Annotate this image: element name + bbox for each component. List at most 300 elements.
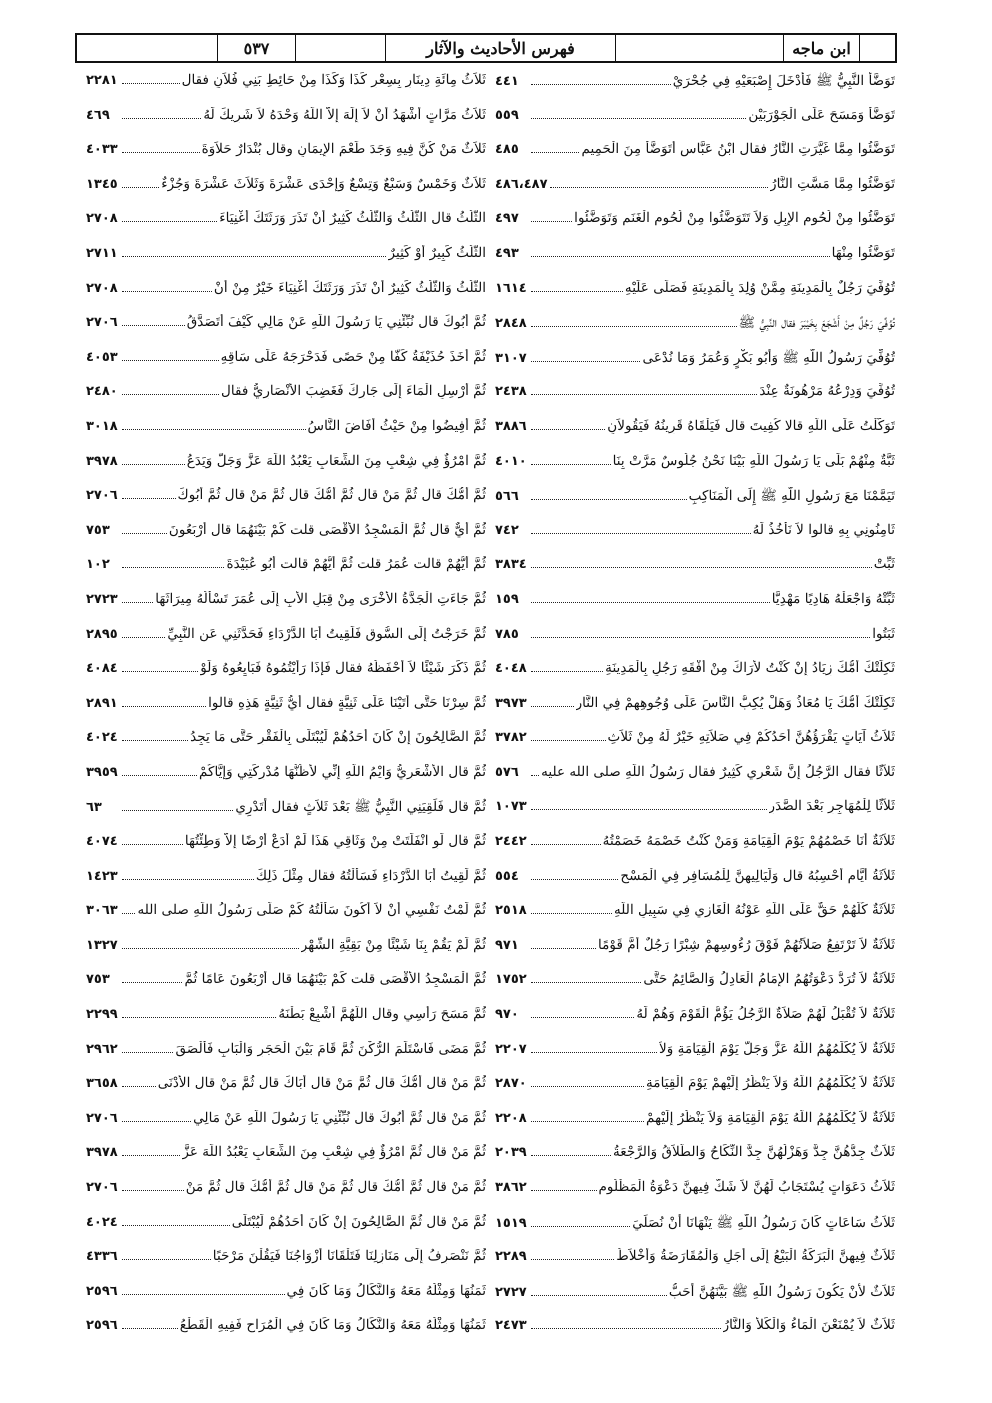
- entry-reference-number: ٢٢٠٧: [495, 1041, 527, 1057]
- entry-reference-number: ٢٨٩١: [86, 695, 118, 711]
- entry-text: ثُمَّ أَخَذَ حُذَيْفَةُ كَفًّا مِنْ حَصًى فَدَحْرَجَهُ عَلَى سَاقِهِ: [220, 348, 486, 365]
- index-entry: [86, 1041, 486, 1076]
- entry-reference-number: ٢٠٣٩: [495, 1145, 527, 1161]
- dot-leader: [122, 118, 201, 119]
- entry-reference-number: ٢٧٠٦: [86, 315, 118, 331]
- index-entry: [495, 764, 895, 799]
- index-entry: [495, 522, 895, 557]
- dot-leader: [531, 602, 770, 603]
- entry-reference-number: ٣٠١٨: [86, 418, 118, 434]
- index-entry: [86, 1110, 486, 1145]
- entry-reference-number: ٢٩٦٢: [86, 1041, 118, 1057]
- dot-leader: [531, 326, 737, 327]
- entry-reference-number: ١٧٥٢: [495, 972, 527, 988]
- index-entry: [86, 833, 486, 868]
- index-entry: [495, 1214, 895, 1249]
- index-entry: [495, 556, 895, 591]
- index-entry: [86, 660, 486, 695]
- dot-leader: [122, 879, 254, 880]
- left-column: [86, 72, 486, 1352]
- index-entry: [86, 764, 486, 799]
- dot-leader: [122, 982, 182, 983]
- dot-leader: [122, 1328, 178, 1329]
- entry-text: ثُمَّ خَرَجْتُ إِلَى السُّوقِ فَلَقِيتُ أَبَا الدَّرْدَاءِ فَحَدَّثَنِي عَنِ النَّبِيِّ: [167, 625, 486, 642]
- entry-reference-number: ١٣٤٥: [86, 176, 118, 192]
- entry-text: ثُمَّ مَنْ قال ثُمَّ أَبُوكَ قال نُبِّئْنِي يَا رَسُولَ اللَّهِ عَنْ مَالِي: [193, 1109, 486, 1126]
- entry-text: ثُمَّ نَنْصَرِفُ إِلَى مَنَازِلِنَا فَتَلْقَانَا أَزْوَاجُنَا فَيَقُلْنَ مَرْحَبًا: [212, 1248, 486, 1265]
- book-name: ابن ماجه: [783, 35, 859, 61]
- dot-leader: [122, 152, 200, 153]
- dot-leader: [122, 602, 153, 603]
- dot-leader: [122, 256, 386, 257]
- index-entry: [495, 383, 895, 418]
- entry-reference-number: ٦٣: [86, 800, 102, 816]
- dot-leader: [531, 118, 746, 119]
- entry-reference-number: ٣١٠٧: [495, 350, 527, 366]
- entry-text: ثُمَّ أَيُّهُمْ قالت عُمَرُ قلت ثُمَّ أَيُّهُمْ قالت أَبُو عُبَيْدَةَ: [226, 556, 486, 573]
- header-spacer-right: [859, 35, 895, 61]
- index-entry: [495, 1041, 895, 1076]
- entry-reference-number: ١٥٩: [495, 591, 519, 607]
- entry-reference-number: ٤٣٣٦: [86, 1249, 118, 1265]
- dot-leader: [531, 1328, 721, 1329]
- entry-text: ثَمَنُهَا وَمِثْلُهُ مَعَهُ وَالنَّكَالُ وَمَا كَانَ فِي الْمُرَاحِ فَفِيهِ الْقَطْعُ: [179, 1317, 486, 1334]
- entry-text: تَوَضَّأَ النَّبِيُّ ﷺ فَأَدْخَلَ إِصْبَعَيْهِ فِي جُحْرَيْ: [672, 73, 895, 89]
- page-header: [75, 33, 897, 63]
- entry-text: ثَكِلَتْكَ أُمُّكَ زِيَادُ إِنْ كُنْتُ لأَرَاكَ مِنْ أَفْقَهِ رَجُلٍ بِالْمَدِينَةِ: [605, 660, 895, 677]
- entry-text: الثُّلُثُ قال الثُّلُثُ وَالثُّلُثُ كَثِيرٌ أَنْ تَذَرَ وَرَثَتَكَ أَغْنِيَاءَ: [219, 210, 486, 227]
- entry-reference-number: ٧٥٣: [86, 522, 110, 538]
- index-entry: [495, 937, 895, 972]
- entry-text: ثُمَّ قال فَلَقِيَنِي النَّبِيُّ ﷺ بَعْدَ ثَلاَثٍ فقال أَتَدْرِي: [235, 799, 486, 816]
- dot-leader: [122, 567, 224, 568]
- entry-reference-number: ٣٨٦٢: [495, 1180, 527, 1195]
- dot-leader: [531, 567, 872, 568]
- page-title: فهرس الأحاديث والآثار: [385, 35, 615, 61]
- entry-reference-number: ٤٤١: [495, 74, 519, 89]
- dot-leader: [122, 1052, 173, 1053]
- header-spacer: [295, 35, 385, 61]
- entry-text: ثَلاَثَةُ أَيَّامٍ أَحْسِبُهُ قال وَلَيَالِيهِنَّ لِلْمُسَافِرِ فِي الْمَسْحِ: [620, 867, 895, 884]
- index-entry: [495, 280, 895, 315]
- dot-leader: [531, 740, 606, 741]
- index-entry: [86, 487, 486, 522]
- index-entry: [495, 626, 895, 661]
- entry-reference-number: ٣٨٣٤: [495, 557, 527, 573]
- index-entry: [86, 349, 486, 384]
- entry-text: ثَلاَثًا فقال الرَّجُلُ إِنَّ شَعْرِي كَثِيرٌ فقال رَسُولُ اللَّهِ صلى الله عليه: [541, 763, 895, 780]
- entry-text: ثُمَّ سِرْنَا حَتَّى أَتَيْنَا عَلَى ثَنِيَّةٍ فقال أَيُّ ثَنِيَّةٍ هَذِهِ قالوا: [208, 694, 486, 711]
- entry-text: ثُمَّ الصَّالِحُونَ إِنْ كَانَ أَحَدُهُمْ لَيُبْتَلَى بِالْفَقْرِ حَتَّى مَا يَجِدُ: [190, 729, 486, 746]
- entry-reference-number: ٢٧٢٣: [86, 591, 118, 607]
- entry-text: ثَلاَثَةٌ لاَ يُكَلِّمُهُمُ اللَّهُ وَلاَ يَنْظُرُ إِلَيْهِمْ يَوْمَ الْقِيَامَةِ: [646, 1075, 895, 1092]
- entry-reference-number: ٥٧٦: [495, 764, 519, 780]
- entry-reference-number: ٤٠٨٤: [86, 661, 118, 677]
- entry-reference-number: ٢٢٨١: [86, 73, 118, 88]
- dot-leader: [531, 394, 757, 395]
- dot-leader: [122, 533, 167, 534]
- index-entry: [86, 902, 486, 937]
- index-entry: [495, 210, 895, 245]
- entry-text: ثَلاَثَةٌ لاَ يُكَلِّمُهُمُ اللَّهُ عَزَّ وَجَلَّ يَوْمَ الْقِيَامَةِ وَلاَ: [659, 1040, 895, 1057]
- entry-text: ثُمَّ أَفِيضُوا مِنْ حَيْثُ أَفَاضَ النَّاسُ: [307, 417, 486, 434]
- right-column: [495, 72, 895, 1352]
- entry-reference-number: ٢٤٤٢: [495, 834, 527, 850]
- index-entry: [495, 1110, 895, 1145]
- entry-text: ثُمَّ قال الأَشْعَرِيُّ وَايْمُ اللَّهِ إِنِّي لأَظُنُّهَا مُدْرِكَتِي وَإِيَّاكُمْ: [198, 763, 486, 780]
- entry-text: ثُمَّ قال لَوِ انْفَلَتَتْ مِنْ وَثَاقِي هَذَا لَمْ أَدَعْ أَرْضًا إِلاَّ وَطِئْتُهَا: [184, 833, 486, 850]
- entry-reference-number: ٢٢٩٩: [86, 1007, 118, 1023]
- entry-text: ثُمَّ لَمْ يَقُمْ بِنَا شَيْئًا مِنْ بَقِيَّةِ الشَّهْرِ: [300, 936, 486, 953]
- dot-leader: [122, 498, 176, 499]
- entry-text: ثَبِّتْ: [873, 556, 895, 573]
- index-entry: [86, 453, 486, 488]
- entry-text: ثَلاَثٌ لاَ يُمْنَعْنَ الْمَاءُ وَالْكَلأُ وَالنَّارُ: [722, 1317, 895, 1334]
- dot-leader: [531, 844, 601, 845]
- index-entry: [495, 245, 895, 280]
- entry-reference-number: ٤٠٢٤: [86, 730, 118, 746]
- dot-leader: [531, 291, 623, 292]
- entry-text: تَوَضَّئُوا مِمَّا مَسَّتِ النَّارُ: [770, 175, 895, 192]
- entry-reference-number: ٢٧٠٨: [86, 280, 118, 296]
- entry-reference-number: ٢٥١٨: [495, 903, 527, 919]
- index-entry: [495, 1006, 895, 1041]
- entry-text: تَوَضَّأَ وَمَسَحَ عَلَى الْجَوْرَبَيْنِ: [748, 106, 895, 123]
- entry-reference-number: ٣٠٦٣: [86, 903, 118, 919]
- entry-reference-number: ٥٦٦: [495, 489, 519, 505]
- index-entry: [86, 1006, 486, 1041]
- dot-leader: [531, 671, 603, 672]
- index-entry: [495, 868, 895, 903]
- entry-text: ثَلاَثٌ لأَنْ يَكُونَ رَسُولُ اللَّهِ ﷺ بَيَّنَهُنَّ أَحَبُّ: [668, 1283, 895, 1300]
- entry-text: ثَلاَثُ مَرَّاتٍ أَشْهَدُ أَنْ لاَ إِلَهَ إِلاَّ اللَّهُ وَحْدَهُ لاَ شَرِيكَ لَهُ: [203, 106, 486, 123]
- dot-leader: [122, 1121, 191, 1122]
- dot-leader: [531, 499, 687, 500]
- dot-leader: [122, 706, 206, 707]
- entry-reference-number: ٤٠٣٣: [86, 142, 118, 158]
- entry-reference-number: ٤٨٥: [495, 142, 519, 158]
- index-entry: [495, 1317, 895, 1352]
- entry-text: تَيَمَّمْنَا مَعَ رَسُولِ اللَّهِ ﷺ إِلَى الْمَنَاكِبِ: [688, 488, 895, 505]
- index-entry: [86, 729, 486, 764]
- dot-leader: [122, 810, 233, 811]
- entry-reference-number: ٣٨٨٦: [495, 418, 527, 434]
- entry-text: ثُمَّ مَنْ قال ثُمَّ الصَّالِحُونَ إِنْ كَانَ أَحَدُهُمْ لَيُبْتَلَى: [231, 1213, 486, 1230]
- dot-leader: [122, 1086, 156, 1087]
- index-entry: [495, 660, 895, 695]
- index-entry: [495, 695, 895, 730]
- index-entry: [86, 1317, 486, 1352]
- index-entry: [86, 1075, 486, 1110]
- entry-text: ثُمَّ لَمْتُ نَفْسِي أَنْ لاَ أَكُونَ سَأَلْتُهُ كَمْ صَلَّى رَسُولُ اللَّهِ صلى الله: [137, 902, 486, 919]
- entry-text: الثُّلُثُ وَالثُّلُثُ كَثِيرٌ أَنْ تَذَرَ وَرَثَتَكَ أَغْنِيَاءَ خَيْرٌ مِنْ أَنْ: [213, 279, 486, 296]
- index-entry: [495, 1283, 895, 1318]
- index-entry: [495, 314, 895, 349]
- dot-leader: [122, 221, 217, 222]
- entry-reference-number: ٥٥٩: [495, 107, 519, 123]
- entry-text: ثُمَّ مَنْ قال أُمُّكَ قال ثُمَّ مَنْ قال أَبَاكَ قال ثُمَّ مَنْ قال الأَدْنَى: [157, 1075, 486, 1092]
- dot-leader: [531, 1086, 644, 1087]
- index-entry: [495, 487, 895, 522]
- index-entry: [86, 937, 486, 972]
- dot-leader: [531, 361, 640, 362]
- index-entry: [86, 107, 486, 142]
- entry-text: ثُمَّ مَسَحَ رَأْسِي وقال اللَّهُمَّ أَشْبِعْ بَطْنَهُ: [278, 1006, 486, 1023]
- entry-reference-number: ٤٦٩: [86, 107, 110, 123]
- dot-leader: [122, 325, 185, 326]
- dot-leader: [531, 533, 751, 534]
- dot-leader: [122, 464, 185, 465]
- entry-reference-number: ٢٤٣٨: [495, 384, 527, 400]
- dot-leader: [550, 187, 768, 188]
- entry-reference-number: ٣٦٥٨: [86, 1076, 118, 1092]
- entry-text: تَوَضَّئُوا مِنْ لُحُومِ الإِبِلِ وَلاَ تَتَوَضَّئُوا مِنْ لُحُومِ الْغَنَمِ وَتَوَضَّئُوا: [574, 210, 895, 227]
- entry-text: ثَلاَثَةٌ لاَ تُرَدُّ دَعْوَتُهُمُ الإِمَامُ الْعَادِلُ وَالصَّائِمُ حَتَّى: [643, 971, 895, 988]
- dot-leader: [122, 187, 159, 188]
- entry-text: ثَبَّةٌ مِنْهُمْ بَلَى يَا رَسُولَ اللَّهِ بَيْنَا نَحْنُ جُلُوسٌ مَرَّتْ بِنَا: [612, 452, 895, 469]
- entry-text: ثَلاَثٌ مَنْ كُنَّ فِيهِ وَجَدَ طَعْمَ الإِيمَانِ وقال بُنْدَارٌ حَلاَوَةَ: [201, 141, 486, 158]
- entry-reference-number: ١٥١٩: [495, 1215, 527, 1231]
- dot-leader: [531, 464, 611, 465]
- entry-reference-number: ٣٩٥٩: [86, 764, 118, 780]
- entry-text: ثُمَّ جَاءَتِ الْجَدَّةُ الأُخْرَى مِنْ قِبَلِ الأَبِ إِلَى عُمَرَ تَسْأَلُهُ مِيرَاثَهَا: [155, 590, 486, 607]
- index-entry: [495, 453, 895, 488]
- dot-leader: [122, 740, 188, 741]
- entry-reference-number: ٤٠٢٤: [86, 1214, 118, 1230]
- entry-reference-number: ٤٠٥٣: [86, 349, 118, 365]
- dot-leader: [531, 84, 671, 85]
- dot-leader: [531, 982, 641, 983]
- index-entry: [86, 176, 486, 211]
- entry-reference-number: ٧٥٣: [86, 972, 110, 988]
- index-entry: [495, 833, 895, 868]
- entry-text: ثَلاَثَةٌ لاَ يُكَلِّمُهُمُ اللَّهُ يَوْمَ الْقِيَامَةِ وَلاَ يَنْظُرُ إِلَيْهِمْ: [646, 1109, 895, 1126]
- index-entry: [86, 418, 486, 453]
- dot-leader: [531, 429, 605, 430]
- entry-reference-number: ٤٩٣: [495, 245, 519, 261]
- entry-text: تَوَضَّئُوا مِمَّا غَيَّرَتِ النَّارُ فقال ابْنُ عَبَّاسٍ أَتَوَضَّأُ مِنَ الْحَمِيمِ: [581, 141, 895, 158]
- dot-leader: [122, 429, 306, 430]
- dot-leader: [531, 221, 572, 222]
- dot-leader: [122, 775, 197, 776]
- index-entry: [495, 349, 895, 384]
- entry-text: ثُمَّ مَضَى فَاسْتَلَمَ الرُّكْنَ ثُمَّ قَامَ بَيْنَ الْحَجَرِ وَالْبَابِ فَأَلْصَقَ: [175, 1040, 486, 1057]
- entry-reference-number: ٣٩٧٣: [495, 695, 527, 711]
- entry-reference-number: ٢٧٠٨: [86, 211, 118, 227]
- entry-text: ثَلاَثًا لِلْمُهَاجِرِ بَعْدَ الصَّدَرِ: [768, 798, 895, 815]
- index-entry: [86, 556, 486, 591]
- dot-leader: [531, 1190, 597, 1191]
- entry-text: ثَامِنُونِي بِهِ قالوا لاَ نَأْخُذُ لَهُ: [752, 521, 895, 538]
- entry-text: تُوُفِّيَ رَجُلٌ بِالْمَدِينَةِ مِمَّنْ وُلِدَ بِالْمَدِينَةِ فَصَلَّى عَلَيْهِ: [624, 279, 895, 296]
- entry-reference-number: ٢٢٨٩: [495, 1249, 527, 1265]
- entry-text: ثَمَنُهَا وَمِثْلُهُ مَعَهُ وَالنَّكَالُ وَمَا كَانَ فِي: [286, 1282, 486, 1299]
- index-entry: [86, 971, 486, 1006]
- index-entry: [86, 1248, 486, 1283]
- dot-leader: [531, 1226, 630, 1227]
- entry-reference-number: ٤٨٦،٤٨٧: [495, 176, 548, 192]
- dot-leader: [531, 637, 870, 638]
- entry-text: ثَلاَثُ مِائَةِ دِينَارٍ بِسِعْرِ كَذَا وَكَذَا مِنْ حَائِطِ بَنِي فُلاَنٍ فقال: [181, 72, 486, 88]
- entry-text: ثَلاَثٌ فِيهِنَّ الْبَرَكَةُ الْبَيْعُ إِلَى أَجَلٍ وَالْمُقَارَضَةُ وَأَخْلاَطُ: [616, 1248, 895, 1265]
- dot-leader: [122, 913, 135, 914]
- index-entry: [86, 1283, 486, 1318]
- index-entry: [86, 245, 486, 280]
- entry-text: تُوُفِّيَ رَسُولُ اللَّهِ ﷺ وَأَبُو بَكْرٍ وَعُمَرُ وَمَا نُدْعَى: [642, 349, 895, 366]
- entry-reference-number: ٩٧١: [495, 937, 519, 953]
- entry-text: ثُمَّ أُمُّكَ قال ثُمَّ مَنْ قال ثُمَّ أُمُّكَ قال ثُمَّ مَنْ قال ثُمَّ أَبُوكَ: [177, 487, 486, 504]
- entry-text: ثُمَّ أَيٌّ قال ثُمَّ الْمَسْجِدُ الأَقْصَى قلت كَمْ بَيْنَهُمَا قال أَرْبَعُونَ: [168, 521, 486, 538]
- index-entry: [495, 971, 895, 1006]
- dot-leader: [122, 844, 183, 845]
- entry-reference-number: ٢٧٢٧: [495, 1284, 527, 1300]
- index-entry: [495, 107, 895, 142]
- entry-reference-number: ٤٠٤٨: [495, 661, 527, 677]
- index-entry: [86, 695, 486, 730]
- entry-text: ثَلاَثُ سَاعَاتٍ كَانَ رَسُولُ اللَّهِ ﷺ يَنْهَانَا أَنْ نُصَلِّيَ: [632, 1214, 895, 1231]
- dot-leader: [531, 152, 579, 153]
- entry-reference-number: ٢٧٠٦: [86, 488, 118, 504]
- index-entry: [495, 729, 895, 764]
- entry-reference-number: ٤٩٧: [495, 211, 519, 227]
- dot-leader: [531, 948, 596, 949]
- dot-leader: [531, 775, 539, 776]
- entry-reference-number: ٢٤٨٠: [86, 384, 118, 400]
- entry-reference-number: ٢٤٧٣: [495, 1318, 527, 1334]
- index-entry: [86, 591, 486, 626]
- dot-leader: [122, 1155, 180, 1156]
- entry-text: ثُمَّ مَنْ قال ثُمَّ امْرُؤٌ فِي شِعْبٍ مِنَ الشِّعَابِ يَعْبُدُ اللَّهَ عَزَّ: [182, 1144, 486, 1161]
- entry-reference-number: ١٤٢٣: [86, 868, 118, 884]
- dot-leader: [531, 1295, 667, 1296]
- dot-leader: [122, 1259, 211, 1260]
- entry-reference-number: ٤٠١٠: [495, 453, 527, 469]
- index-entry: [86, 314, 486, 349]
- entry-text: تَوَضَّئُوا مِنْهَا: [831, 244, 895, 261]
- entry-text: ثَلاَثُ دَعَوَاتٍ يُسْتَجَابُ لَهُنَّ لاَ شَكَّ فِيهِنَّ دَعْوَةُ الْمَظْلُومِ: [598, 1179, 895, 1195]
- index-entry: [495, 141, 895, 176]
- entry-text: ثَلاَثَةٌ كُلُّهُمْ حَقٌّ عَلَى اللَّهِ عَوْنُهُ الْغَازِي فِي سَبِيلِ اللَّهِ: [614, 902, 895, 919]
- entry-text: ثُمَّ أَبُوكَ قال نُبِّئْنِي يَا رَسُولَ اللَّهِ عَنْ مَالِي كَيْفَ أَتَصَدَّقُ: [186, 314, 486, 331]
- index-entry: [495, 1144, 895, 1179]
- index-entry: [86, 141, 486, 176]
- index-entry: [495, 72, 895, 107]
- dot-leader: [122, 1225, 230, 1226]
- dot-leader: [531, 256, 830, 257]
- dot-leader: [122, 1294, 285, 1295]
- index-entry: [86, 210, 486, 245]
- entry-reference-number: ١٦١٤: [495, 280, 527, 296]
- entry-text: ثَلاَثَةٌ لاَ تُقْبَلُ لَهُمْ صَلاَةٌ الرَّجُلُ يَؤُمُّ الْقَوْمَ وَهُمْ لَهُ: [636, 1006, 895, 1023]
- dot-leader: [122, 83, 180, 84]
- dot-leader: [531, 1121, 644, 1122]
- index-entry: [495, 418, 895, 453]
- entry-reference-number: ١٣٢٧: [86, 937, 118, 953]
- entry-text: ثُمَّ لَقِيتُ أَبَا الدَّرْدَاءِ فَسَأَلْتُهُ فقال مِثْلَ ذَلِكَ: [255, 867, 486, 884]
- dot-leader: [122, 1190, 184, 1191]
- dot-leader: [122, 637, 165, 638]
- entry-text: ثَلاَثَةٌ لاَ تَرْتَفِعُ صَلاَتُهُمْ فَوْقَ رُءُوسِهِمْ شِبْرًا رَجُلٌ أَمَّ قَوْمًا: [598, 936, 895, 953]
- entry-reference-number: ٥٥٤: [495, 868, 519, 884]
- entry-text: تُوُفِّيَ رَجُلٌ مِنْ أَشْجَعَ بِخَيْبَرَ فقال النَّبِيُّ ﷺ: [738, 315, 895, 332]
- entry-reference-number: ٧٨٥: [495, 626, 519, 642]
- dot-leader: [531, 809, 767, 810]
- dot-leader: [531, 1155, 611, 1156]
- entry-reference-number: ٩٧٠: [495, 1007, 519, 1023]
- dot-leader: [531, 1259, 614, 1260]
- index-entry: [495, 1179, 895, 1214]
- entry-text: تُوُفِّيَ وَدِرْعُهُ مَرْهُونَةٌ عِنْدَ: [759, 383, 895, 400]
- entry-reference-number: ٧٤٢: [495, 522, 519, 538]
- dot-leader: [122, 948, 299, 949]
- dot-leader: [122, 671, 198, 672]
- entry-text: ثَلاَثٌ جِدُّهُنَّ جِدٌّ وَهَزْلُهُنَّ جِدٌّ النِّكَاحُ وَالطَّلاَقُ وَالرَّجْعَةُ: [612, 1144, 895, 1161]
- index-entry: [495, 176, 895, 211]
- index-entry: [86, 1144, 486, 1179]
- index-entry: [495, 1075, 895, 1110]
- entry-reference-number: ٢٥٩٦: [86, 1283, 118, 1299]
- page-number: ٥٣٧: [217, 35, 295, 61]
- dot-leader: [531, 913, 612, 914]
- entry-reference-number: ٢٧٠٦: [86, 1180, 118, 1195]
- index-entry: [86, 868, 486, 903]
- index-entry: [86, 1214, 486, 1249]
- index-entry: [495, 1248, 895, 1283]
- entry-text: ثَكِلَتْكَ أُمُّكَ يَا مُعَاذُ وَهَلْ يُكِبُّ النَّاسَ عَلَى وُجُوهِهِمْ فِي النَّارِ: [575, 694, 895, 711]
- index-entry: [86, 1179, 486, 1214]
- entry-text: ثُمَّ الْمَسْجِدُ الأَقْصَى قلت كَمْ بَيْنَهُمَا قال أَرْبَعُونَ عَامًا ثُمَّ: [184, 971, 486, 988]
- index-entry: [86, 626, 486, 661]
- index-entry: [495, 798, 895, 833]
- dot-leader: [531, 706, 574, 707]
- dot-leader: [531, 1052, 657, 1053]
- index-entry: [86, 798, 486, 833]
- entry-reference-number: ٢٨٤٨: [495, 316, 527, 332]
- dot-leader: [122, 1017, 276, 1018]
- entry-text: الثُّلُثُ كَبِيرٌ أَوْ كَثِيرٌ: [388, 244, 486, 261]
- header-spacer: [615, 35, 783, 61]
- entry-reference-number: ٢٨٩٥: [86, 626, 118, 642]
- index-entry: [86, 72, 486, 107]
- entry-text: ثُمَّ ذَكَرَ شَيْئًا لاَ أَحْفَظُهُ فقال فَإِذَا رَأَيْتُمُوهُ فَبَايِعُوهُ وَلَوْ: [200, 660, 486, 677]
- entry-text: تَوَكَّلْتُ عَلَى اللَّهِ قالا كُفِيتَ قال فَيَلْقَاهُ قَرِينُهُ فَيَقُولاَنِ: [607, 417, 895, 434]
- entry-text: ثَبِّتْهُ وَاجْعَلْهُ هَادِيًا مَهْدِيًّا: [771, 590, 895, 607]
- entry-reference-number: ٣٩٧٨: [86, 453, 118, 469]
- entry-text: ثَبَتُوا: [872, 625, 895, 642]
- dot-leader: [122, 394, 219, 395]
- index-entry: [86, 280, 486, 315]
- entry-reference-number: ٢٧١١: [86, 245, 118, 261]
- entry-reference-number: ٤٠٧٤: [86, 834, 118, 850]
- dot-leader: [122, 360, 219, 361]
- entry-reference-number: ٣٩٧٨: [86, 1145, 118, 1161]
- index-entry: [495, 902, 895, 937]
- entry-text: ثُمَّ مَنْ قال ثُمَّ أُمُّكَ قال ثُمَّ مَنْ قال ثُمَّ أُمُّكَ قال ثُمَّ مَنْ: [185, 1179, 486, 1195]
- dot-leader: [531, 879, 618, 880]
- entry-text: ثُمَّ أَرْسِلِ الْمَاءَ إِلَى جَارِكَ فَغَضِبَ الأَنْصَارِيُّ فقال: [220, 383, 486, 400]
- entry-reference-number: ٢٧٠٦: [86, 1110, 118, 1126]
- index-entry: [495, 591, 895, 626]
- index-entry: [86, 383, 486, 418]
- entry-reference-number: ١٠٢: [86, 557, 110, 573]
- entry-text: ثَلاَثَةٌ أَنَا خَصْمُهُمْ يَوْمَ الْقِيَامَةِ وَمَنْ كُنْتُ خَصْمَهُ خَصَمْتُهُ: [602, 833, 895, 850]
- dot-leader: [122, 291, 212, 292]
- entry-reference-number: ٢٨٧٠: [495, 1076, 527, 1092]
- entry-reference-number: ٢٥٩٦: [86, 1318, 118, 1334]
- entry-reference-number: ٢٢٠٨: [495, 1110, 527, 1126]
- entry-text: ثُمَّ امْرُؤٌ فِي شِعْبٍ مِنَ الشِّعَابِ يَعْبُدُ اللَّهَ عَزَّ وَجَلَّ وَيَدَعُ: [186, 452, 486, 469]
- entry-text: ثَلاَثُ آيَاتٍ يَقْرَؤُهُنَّ أَحَدُكُمْ فِي صَلاَتِهِ خَيْرٌ لَهُ مِنْ ثَلاَثِ: [607, 729, 895, 746]
